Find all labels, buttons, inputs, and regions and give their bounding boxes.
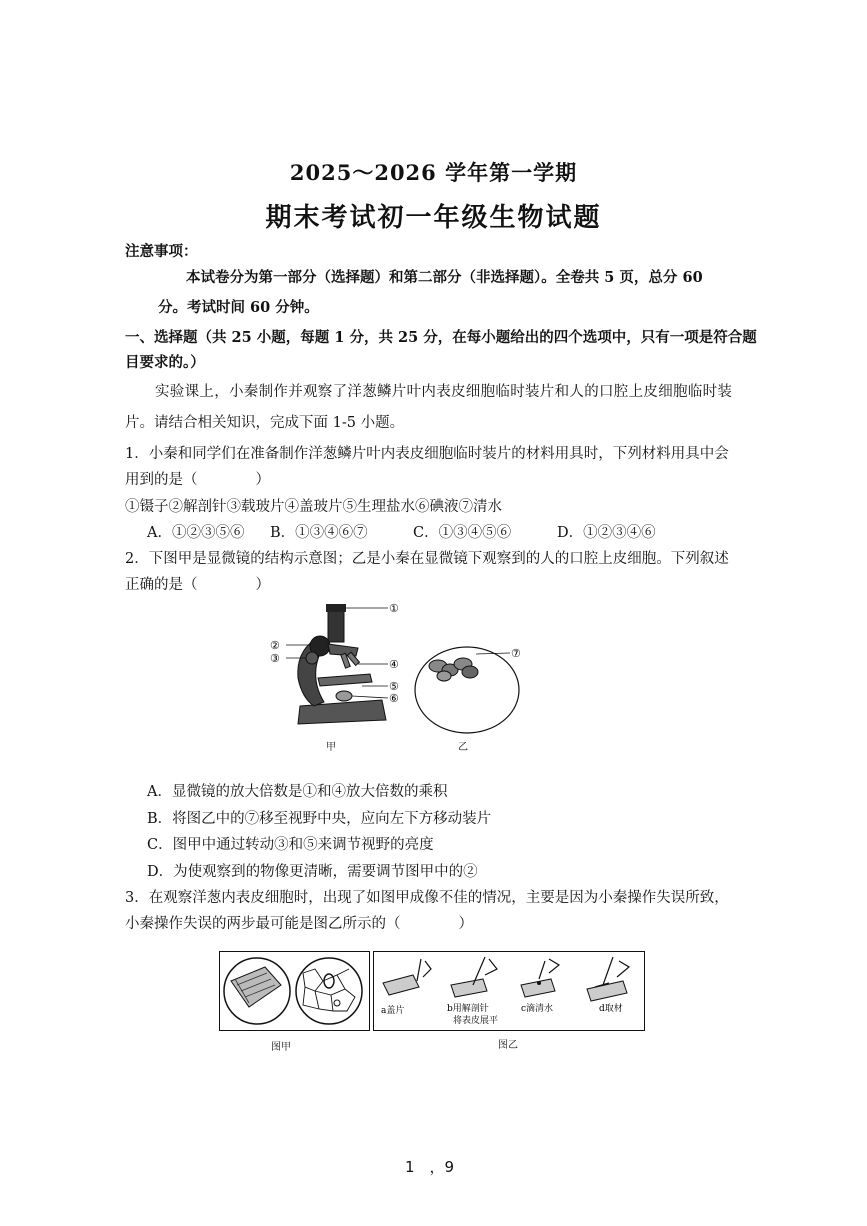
figure-caption-jia: 甲 (326, 742, 336, 753)
cell-view-diagram (410, 640, 528, 736)
step-a-label: a盖片 (381, 1006, 405, 1016)
step-c-label: c滴清水 (521, 1004, 554, 1014)
q2-option-a: A．显微镜的放大倍数是①和④放大倍数的乘积 (147, 784, 448, 800)
label-3: ③ (270, 652, 280, 665)
label-4: ④ (389, 658, 399, 671)
q2-stem-line-1: 2．下图甲是显微镜的结构示意图；乙是小秦在显微镜下观察到的人的口腔上皮细胞。下列叙述 (125, 551, 729, 567)
label-1: ① (389, 602, 399, 615)
section-heading-line-1: 一、选择题（共 25 小题，每题 1 分，共 25 分，在每小题给出的四个选项中，只有一项是符合题 (125, 329, 757, 346)
onion-cell-view-diagram (219, 951, 370, 1031)
q1-option-c: C．①③④⑤⑥ (413, 525, 512, 541)
label-2: ② (270, 639, 280, 652)
page-number: 1 ，9 (405, 1158, 455, 1176)
q2-option-b: B．将图乙中的⑦移至视野中央，应向左下方移动装片 (147, 811, 492, 827)
q3-stem-line-2: 小秦操作失误的两步最可能是图乙所示的（ ） (125, 916, 473, 932)
label-7: ⑦ (511, 647, 521, 660)
q1-option-b: B．①③④⑥⑦ (270, 525, 368, 541)
figure-caption-yi: 乙 (458, 742, 468, 753)
notice-line-2: 分。考试时间 60 分钟。 (158, 299, 319, 316)
q1-option-d: D．①②③④⑥ (557, 525, 656, 541)
q1-option-a: A．①②③⑤⑥ (147, 525, 245, 541)
step-d-label: d取材 (599, 1004, 623, 1014)
q1-stem-line-1: 1．小秦和同学们在准备制作洋葱鳞片叶内表皮细胞临时装片的材料用具时，下列材料用具中会 (125, 446, 729, 462)
exam-title: 期末考试初一年级生物试题 (265, 203, 602, 233)
label-6: ⑥ (389, 692, 399, 705)
intro-line-2: 片。请结合相关知识，完成下面 1-5 小题。 (125, 415, 405, 431)
q2-option-d: D．为使观察到的物像更清晰，需要调节图甲中的② (147, 864, 478, 880)
q1-materials: ①镊子②解剖针③载玻片④盖玻片⑤生理盐水⑥碘液⑦清水 (125, 499, 502, 515)
label-5: ⑤ (389, 680, 399, 693)
figure-caption-tuyi: 图乙 (498, 1040, 518, 1051)
microscope-diagram (262, 598, 412, 738)
exam-term: 2025～2026 学年第一学期 (289, 160, 578, 185)
notice-heading: 注意事项： (125, 243, 198, 260)
figure-caption-tujia: 图甲 (271, 1042, 291, 1053)
q3-stem-line-1: 3．在观察洋葱内表皮细胞时，出现了如图甲成像不佳的情况，主要是因为小秦操作失误所致， (125, 890, 729, 906)
notice-line-1: 本试卷分为第一部分（选择题）和第二部分（非选择题）。全卷共 5 页，总分 60 (186, 269, 703, 286)
q1-stem-line-2: 用到的是（ ） (125, 472, 270, 488)
q2-stem-line-2: 正确的是（ ） (125, 577, 270, 593)
procedure-steps-diagram (373, 951, 645, 1031)
step-b-label: b用解剖针 (447, 1004, 489, 1014)
q2-option-c: C．图甲中通过转动③和⑤来调节视野的亮度 (147, 837, 434, 853)
section-heading-line-2: 目要求的。） (125, 354, 205, 371)
intro-line-1: 实验课上，小秦制作并观察了洋葱鳞片叶内表皮细胞临时装片和人的口腔上皮细胞临时装 (155, 384, 733, 400)
step-b-label-2: 将表皮展平 (453, 1016, 499, 1026)
